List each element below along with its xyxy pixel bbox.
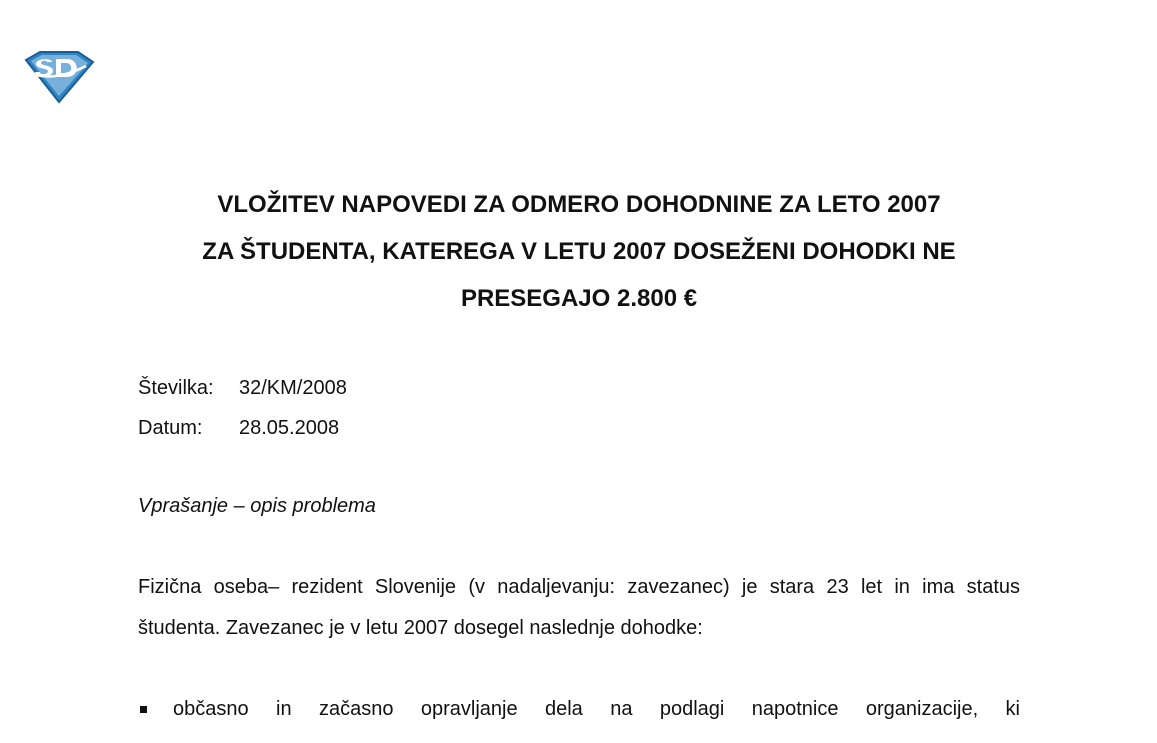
title-line-3: PRESEGAJO 2.800 € xyxy=(460,285,698,312)
date-label: Datum: xyxy=(138,417,203,439)
income-list xyxy=(138,689,1020,730)
document-title xyxy=(138,181,1020,322)
number-value: 32/KM/2008 xyxy=(239,377,347,399)
meta-number-row xyxy=(138,368,347,408)
number-label: Številka: xyxy=(138,377,214,399)
title-line-1: VLOŽITEV NAPOVEDI ZA ODMERO DOHODNINE ZA LETO 2007 xyxy=(217,191,941,218)
body-paragraph: Fizična oseba– rezident Slovenije (v nadaljevanju: zavezanec) je stara 23 let in ima status študenta. Zavezanec je v letu 2007 dosegel naslednje dohodke: xyxy=(138,576,1020,639)
bullet-square-icon xyxy=(138,689,173,730)
section-heading: Vprašanje – opis problema xyxy=(138,495,376,517)
list-item xyxy=(138,689,1020,730)
title-line-2: ZA ŠTUDENTA, KATEREGA V LETU 2007 DOSEŽENI DOHODKI NE xyxy=(202,238,956,265)
company-logo xyxy=(22,48,96,104)
list-item-text: občasno in začasno opravljanje dela na podlagi napotnice organizacije, ki xyxy=(173,698,1020,720)
meta-date-row xyxy=(138,408,347,448)
document-meta xyxy=(138,368,347,448)
date-value: 28.05.2008 xyxy=(239,417,340,439)
